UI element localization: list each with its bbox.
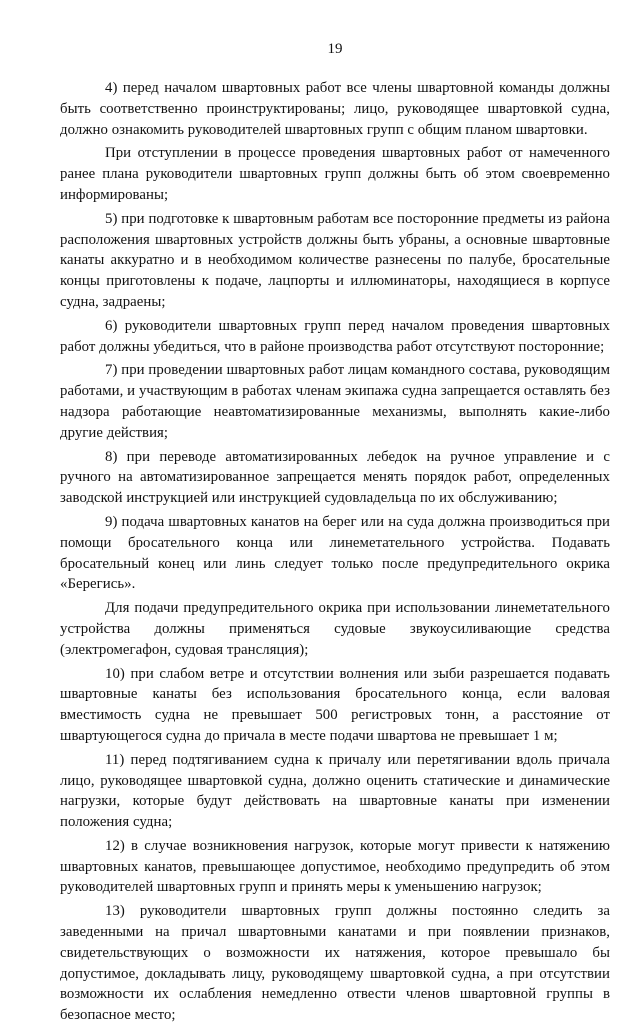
paragraph-item-6: 6) руководители швартовных групп перед началом проведения швартовных работ должны убедиться, что в районе производства работ отсутствуют посторонние; <box>60 317 610 355</box>
paragraph-item-4: 4) перед началом швартовных работ все члены швартовной команды должны быть соответственно проинструктированы; лицо, руководящее швартовкой судна, должно ознакомить руководителей швартовных групп с общим планом швартовки. <box>60 80 610 138</box>
paragraph-item-12: 12) в случае возникновения нагрузок, которые могут привести к натяжению швартовных канатов, превышающее допустимое, необходимо предупредить об этом руководителей швартовных групп и принять меры к уменьшению нагрузок; <box>60 837 610 896</box>
page-number: 19 <box>327 41 343 57</box>
paragraph-item-11: 11) перед подтягиванием судна к причалу или перетягивании вдоль причала лицо, руководящее швартовкой судна, должно оценить статические и динамические нагрузки, которые будут действовать на швартовные канаты при изменении положения судна; <box>60 751 610 831</box>
paragraph-deviation-note: При отступлении в процессе проведения швартовных работ от намеченного ранее плана руководители швартовных групп должны быть об этом своевременно информированы; <box>60 145 610 203</box>
paragraph-item-9: 9) подача швартовных канатов на берег или на суда должна производиться при помощи бросательного конца или линеметательного устройства. Подавать бросательный конец или линь следует только после предупредительного окрика «Берегись». <box>60 513 610 593</box>
paragraph-item-5: 5) при подготовке к швартовным работам все посторонние предметы из района расположения швартовных устройств должны быть убраны, а основные швартовные канаты аккуратно и в необходимом количестве разнесены по палубе, бросательные концы приготовлены к подаче, лацпорты и иллюминаторы, находящиеся в корпусе судна, задраены; <box>60 210 610 310</box>
document-page <box>60 40 610 1029</box>
paragraph-item-8: 8) при переводе автоматизированных лебедок на ручное управление и с ручного на автоматизированное запрещается менять порядок работ, определенных заводской инструкцией или инструкцией судовладельца по их обслуживанию; <box>60 448 610 507</box>
paragraph-item-10: 10) при слабом ветре и отсутствии волнения или зыби разрешается подавать швартовные канаты без использования бросательного конца, если валовая вместимость судна не превышает 500 регистровых тонн, а расстояние от швартующегося судна до причала в месте подачи швартова не превышает 1 м; <box>60 665 610 744</box>
paragraph-item-7: 7) при проведении швартовных работ лицам командного состава, руководящим работами, и участвующим в работах членам экипажа судна запрещается оставлять без надзора работающие неавтоматизированные механизмы, выполнять какие-либо другие действия; <box>60 362 610 441</box>
paragraph-warning-shout-note: Для подачи предупредительного окрика при использовании линеметательного устройства должны применяться судовые звукоусиливающие средства (электромегафон, судовая трансляция); <box>60 600 610 658</box>
paragraph-item-13: 13) руководители швартовных групп должны постоянно следить за заведенными на причал швартовными канатами и при появлении признаков, свидетельствующих о возможности их натяжения, которое превышало бы допустимое, докладывать лицу, руководящему швартовкой судна, а при отсутствии возможности их ослабления немедленно отвести членов швартовной группы в безопасное место; <box>60 903 610 1024</box>
